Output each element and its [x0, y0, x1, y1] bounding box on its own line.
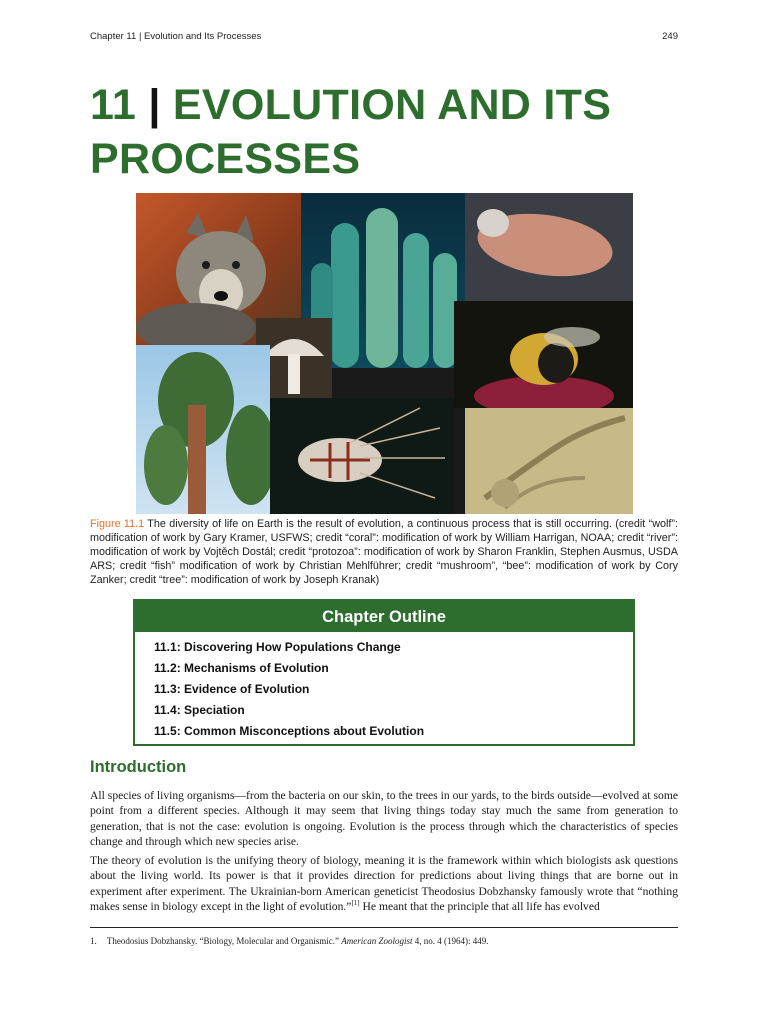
footnote-ref[interactable]: [1] [351, 899, 360, 908]
outline-item[interactable]: 11.3: Evidence of Evolution [154, 682, 310, 696]
footnote-divider [90, 927, 678, 928]
fish-photo [270, 398, 454, 514]
intro-paragraph-1: All species of living organisms—from the bacteria on our skin, to the trees in our yards, to the birds outside—evolved at some point from a different species. Although it may seem that living things today stay much the same from generation to generation, that is not the case: evolution is ongoing. Evolution is the process through which the characteristics of species change and through which new species arise. [90, 789, 678, 849]
figure-label: Figure 11.1 [90, 518, 145, 530]
footnote-details: 4, no. 4 (1964): 449. [412, 936, 489, 946]
outline-item[interactable]: 11.1: Discovering How Populations Change [154, 640, 401, 654]
outline-item[interactable]: 11.2: Mechanisms of Evolution [154, 661, 329, 675]
river-photo [465, 408, 633, 514]
chapter-title-line1: EVOLUTION AND ITS [172, 81, 612, 129]
chapter-title [90, 78, 690, 186]
intro-paragraph-2-text: The theory of evolution is the unifying theory of biology, meaning it is the framework within which biologists ask questions about the living world. Its power is that it provides direction for predictions about living things that are borne out in experiment after experiment. The Ukrainian-born American geneticist Theodosius Dobzhansky famously wrote that “nothing makes sense in biology except in the light of evolution.” [90, 854, 678, 914]
intro-paragraph-2 [90, 853, 678, 915]
figure-caption [90, 517, 678, 587]
running-title: Chapter 11 | Evolution and Its Processes [90, 31, 262, 42]
footnote-journal: American Zoologist [341, 936, 413, 946]
bee-photo [454, 301, 633, 408]
outline-list [135, 632, 633, 742]
introduction-heading: Introduction [90, 758, 187, 776]
chapter-outline-title: Chapter Outline [135, 601, 633, 632]
footnote-author: Theodosius Dobzhansky. “Biology, Molecular and Organismic.” [106, 936, 339, 946]
outline-item[interactable]: 11.4: Speciation [154, 703, 245, 717]
page-number: 249 [662, 31, 678, 42]
footnote [90, 936, 678, 946]
tree-photo [136, 345, 270, 514]
chapter-outline [133, 599, 635, 746]
protozoa-photo [465, 193, 633, 301]
chapter-title-line2: PROCESSES [90, 135, 361, 183]
outline-item[interactable]: 11.5: Common Misconceptions about Evolution [154, 724, 425, 738]
chapter-number: 11 [90, 81, 137, 129]
intro-paragraph-2-tail: He meant that the principle that all life has evolved [359, 900, 600, 914]
running-header [90, 31, 678, 42]
figure-mosaic [136, 193, 633, 514]
title-separator: | [148, 81, 161, 129]
footnote-number: 1. [90, 936, 97, 946]
figure-caption-text: The diversity of life on Earth is the result of evolution, a continuous process that is still occurring. (credit “wolf”: modification of work by Gary Kramer, USFWS; credit “coral”: modification of work by William Harrigan, NOAA; credit “river”: modification of work by Vojtěch Dostál; credit “protozoa”: modification of work by Sharon Franklin, Stephen Ausmus, USDA ARS; credit “fish” modification of work by Christian Mehlführer; credit “mushroom”, “bee”: modification of work by Cory Zanker; credit “tree”: modification of work by Joseph Kranak) [90, 518, 678, 586]
